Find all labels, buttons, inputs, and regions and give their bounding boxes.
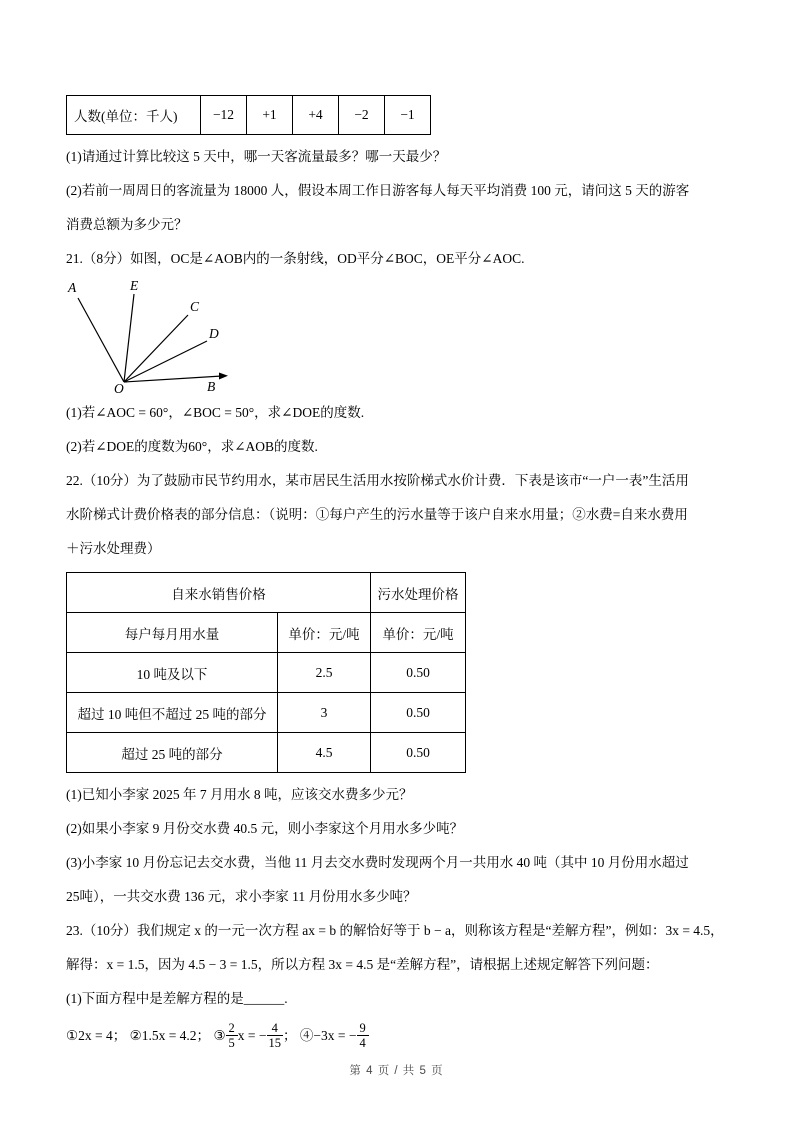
- page-number-footer: 第 4 页 / 共 5 页: [349, 1065, 444, 1077]
- fraction-numerator: 2: [226, 1021, 238, 1036]
- fraction: [357, 1021, 369, 1050]
- water-table-tier: 超过 10 吨但不超过 25 吨的部分: [67, 693, 278, 733]
- visitor-table-value: +1: [247, 96, 293, 135]
- visitor-table-value: −1: [385, 96, 431, 135]
- ray-oe: [124, 294, 134, 382]
- water-table-tier: 10 吨及以下: [67, 653, 278, 693]
- angle-figure-svg: [66, 278, 246, 394]
- q22-part3-line2: 25吨），一共交水费 136 元，求小李家 11 月份用水多少吨？: [66, 889, 417, 904]
- figure-label-c: C: [190, 299, 200, 314]
- q22-stem-line1: 22.（10分）为了鼓励市民节约用水，某市居民生活用水按阶梯式水价计费．下表是该市“一户一表”生活用: [66, 473, 689, 488]
- table-row: [67, 573, 466, 613]
- q23-stem-line1: 23.（10分）我们规定 x 的一元一次方程 ax = b 的解恰好等于 b − a，则称该方程是“差解方程”，例如：3x = 4.5，: [66, 923, 724, 938]
- water-table-col3-header: 单价：元/吨: [371, 613, 466, 653]
- water-price-table: [66, 572, 466, 773]
- water-table-sewage: 0.50: [371, 653, 466, 693]
- table-row: [67, 96, 431, 135]
- equation-3-separator: ；: [283, 1028, 297, 1043]
- visitor-table-value: −2: [339, 96, 385, 135]
- ray-od: [124, 341, 207, 382]
- water-table-sewage: 0.50: [371, 733, 466, 773]
- ray-oa: [78, 298, 124, 382]
- fraction-denominator: 15: [268, 1035, 282, 1050]
- q22-part1-text: (1)已知小李家 2025 年 7 月用水 8 吨，应该交水费多少元？: [66, 787, 413, 802]
- fraction-denominator: 4: [359, 1035, 366, 1050]
- q22-stem-line2: 水阶梯式计费价格表的部分信息：（说明：①每户产生的污水量等于该户自来水用量；②水费=自来水费用: [66, 507, 688, 522]
- angle-figure: [66, 278, 733, 394]
- water-table-price: 3: [278, 693, 371, 733]
- fraction: [267, 1021, 284, 1050]
- q21-part1-text: (1)若∠AOC = 60°，∠BOC = 50°，求∠DOE的度数.: [66, 405, 365, 420]
- equation-1: ①2x = 4；: [66, 1028, 127, 1043]
- water-table-col1-header: 每户每月用水量: [67, 613, 278, 653]
- figure-label-a: A: [68, 280, 77, 295]
- water-table-header-tap: 自来水销售价格: [67, 573, 371, 613]
- figure-label-d: D: [209, 326, 219, 341]
- table-row: [67, 653, 466, 693]
- fraction-numerator: 9: [357, 1021, 369, 1036]
- q20-part1-text: (1)请通过计算比较这 5 天中，哪一天客流量最多？哪一天最少？: [66, 149, 447, 164]
- visitor-change-table: [66, 95, 431, 135]
- table-row: [67, 733, 466, 773]
- visitor-table-value: +4: [293, 96, 339, 135]
- arrowhead-icon: [219, 373, 228, 380]
- water-table-tier: 超过 25 吨的部分: [67, 733, 278, 773]
- q22-stem-line3: ＋污水处理费）: [66, 541, 161, 556]
- table-row: [67, 693, 466, 733]
- equation-3-prefix: ③: [213, 1028, 226, 1043]
- water-table-header-sewage: 污水处理价格: [371, 573, 466, 613]
- visitor-table-row-header: 人数(单位：千人): [67, 96, 201, 135]
- q22-part3-line1: (3)小李家 10 月份忘记去交水费，当他 11 月去交水费时发现两个月一共用水 40 吨（其中 10 月份用水超过: [66, 855, 689, 870]
- q20-part2-text-line2: 消费总额为多少元？: [66, 217, 188, 232]
- water-table-price: 2.5: [278, 653, 371, 693]
- figure-label-o: O: [114, 381, 124, 394]
- q23-part1-text: (1)下面方程中是差解方程的是______.: [66, 991, 288, 1006]
- fraction-denominator: 5: [228, 1035, 235, 1050]
- equation-4-prefix: ④−3x = −: [299, 1028, 357, 1043]
- water-table-col2-header: 单价：元/吨: [278, 613, 371, 653]
- figure-label-e: E: [130, 278, 139, 293]
- equation-2: ②1.5x = 4.2；: [129, 1028, 211, 1043]
- q21-part2-text: (2)若∠DOE的度数为60°，求∠AOB的度数.: [66, 439, 318, 454]
- q21-stem-text: 21.（8分）如图，OC是∠AOB内的一条射线，OD平分∠BOC，OE平分∠AOC.: [66, 251, 525, 266]
- q23-equation-options: [66, 1016, 733, 1056]
- q23-stem-line2: 解得：x = 1.5，因为 4.5 − 3 = 1.5，所以方程 3x = 4.5 是“差解方程”，请根据上述规定解答下列问题：: [66, 957, 659, 972]
- fraction: [226, 1021, 238, 1050]
- q22-part2-text: (2)如果小李家 9 月份交水费 40.5 元，则小李家这个月用水多少吨？: [66, 821, 464, 836]
- water-table-price: 4.5: [278, 733, 371, 773]
- visitor-table-value: −12: [201, 96, 247, 135]
- table-row: [67, 613, 466, 653]
- fraction-numerator: 4: [267, 1021, 284, 1036]
- figure-label-b: B: [207, 379, 216, 394]
- water-table-sewage: 0.50: [371, 693, 466, 733]
- q20-part2-text-line1: (2)若前一周周日的客流量为 18000 人，假设本周工作日游客每人每天平均消费 100 元，请问这 5 天的游客: [66, 183, 690, 198]
- equation-3-mid: x = −: [237, 1028, 267, 1043]
- ray-oc: [124, 315, 188, 382]
